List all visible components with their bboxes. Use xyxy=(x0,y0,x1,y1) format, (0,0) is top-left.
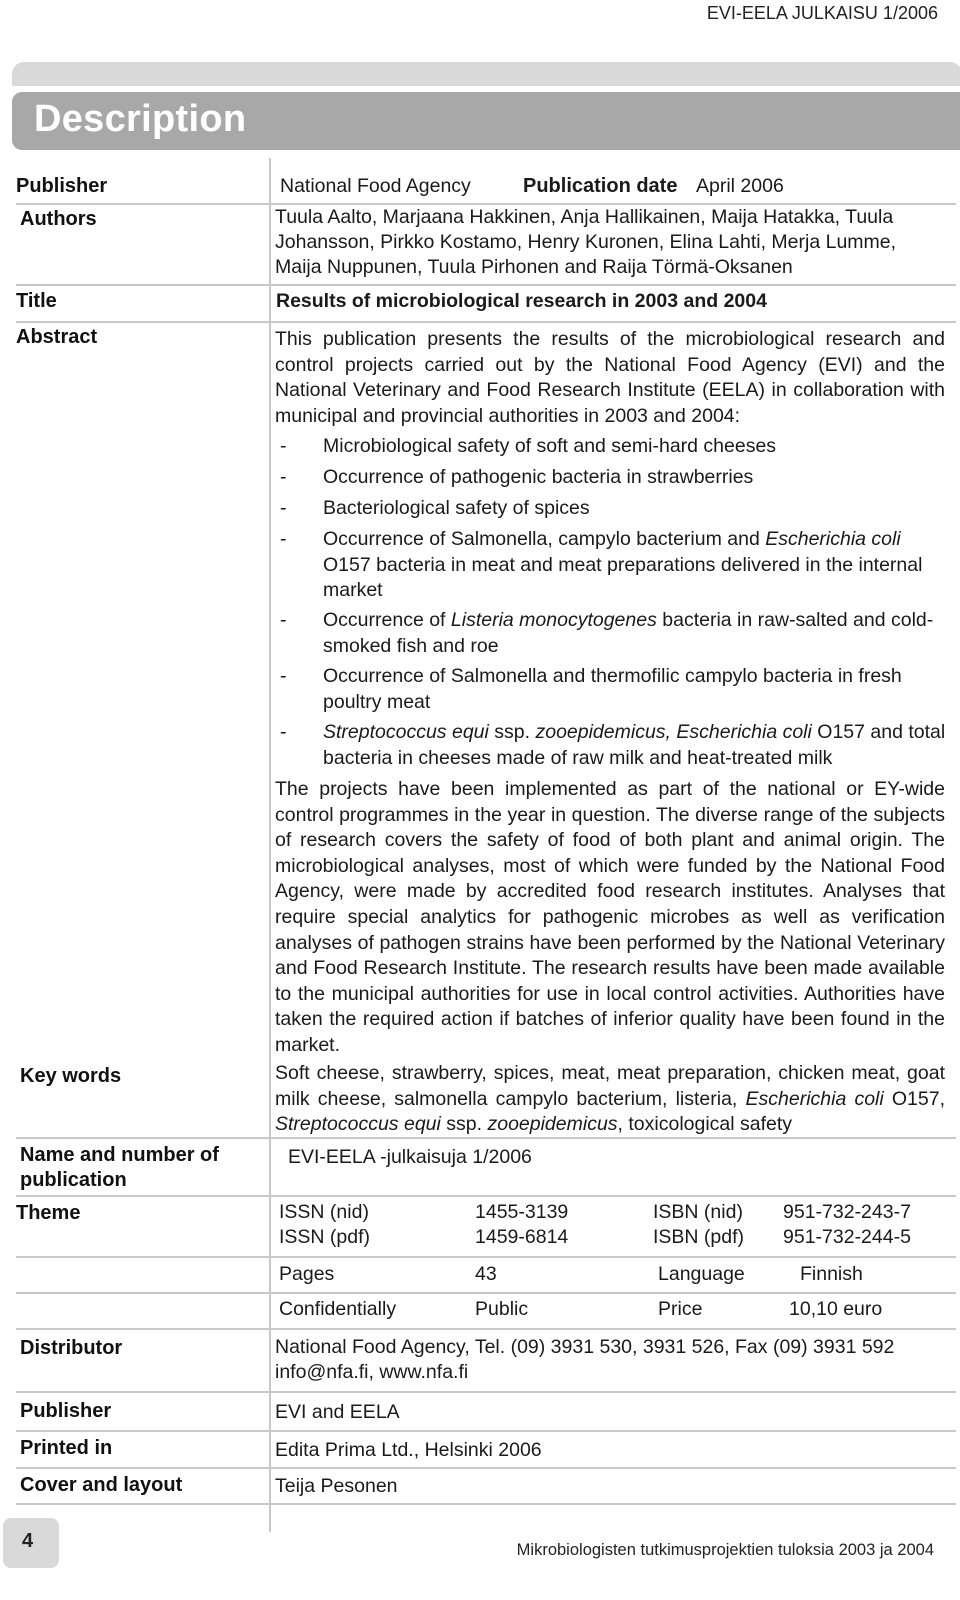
divider xyxy=(16,284,956,286)
publisher-value: National Food Agency xyxy=(280,175,471,197)
keywords-label: Key words xyxy=(20,1065,122,1087)
divider xyxy=(16,1328,956,1330)
issn-nid-value: 1455-3139 xyxy=(475,1201,569,1223)
heading-band-top xyxy=(12,62,960,86)
divider xyxy=(16,1467,956,1469)
distributor-line-2: info@nfa.fi, www.nfa.fi xyxy=(275,1361,469,1383)
running-header: EVI-EELA JULKAISU 1/2006 xyxy=(706,3,938,23)
abstract-bullet: - Bacteriological safety of spices xyxy=(280,497,590,519)
abstract-bullet: - Streptococcus equi ssp. zooepidemicus, Escherichia coli O157 and total bacteria in cheeses made of raw milk and heat-treated milk xyxy=(280,721,946,769)
isbn-pdf-label: ISBN (pdf) xyxy=(653,1226,745,1248)
printed-label: Printed in xyxy=(20,1437,113,1459)
abstract-bullet: - Occurrence of Salmonella and thermofilic campylo bacteria in fresh poultry meat xyxy=(280,665,902,713)
abstract-bullet: - Occurrence of pathogenic bacteria in strawberries xyxy=(280,466,754,488)
divider xyxy=(16,1195,956,1197)
name-number-label-2: publication xyxy=(20,1169,127,1191)
language-label: Language xyxy=(658,1263,745,1285)
issn-nid-label: ISSN (nid) xyxy=(279,1201,369,1223)
divider xyxy=(16,1503,956,1505)
divider xyxy=(16,203,956,205)
keywords-value: Soft cheese, strawberry, spices, meat, meat preparation, chicken meat, goat milk cheese, salmonella campylo bacterium, listeria, Escherichia coli O157, Streptococcus equi ssp. zooepidemicus, toxicological safety xyxy=(275,1062,945,1136)
abstract-body: The projects have been implemented as part of the national or EY-wide control programmes in the year in question. The diverse range of the subjects of research covers the safety of food of both plant and animal origin. The microbiological analyses, most of which were funded by the National Food Agency, were made by accredited food research institutes. Analyses that require special analytics for pathogenic microbes as well as verification analyses of pathogen strains have been performed by the National Veterinary and Food Research Institute. The research results have been made available to the municipal authorities for use in local control activities. Authorities have taken the required action if batches of inferior quality have been found in the market. xyxy=(275,778,945,1056)
divider xyxy=(16,1292,956,1294)
distributor-line-1: National Food Agency, Tel. (09) 3931 530, 3931 526, Fax (09) 3931 592 xyxy=(275,1336,895,1358)
isbn-nid-label: ISBN (nid) xyxy=(653,1201,743,1223)
authors-line-1: Tuula Aalto, Marjaana Hakkinen, Anja Hallikainen, Maija Hatakka, Tuula xyxy=(275,206,894,228)
price-label: Price xyxy=(658,1298,703,1320)
abstract-bullet: - Microbiological safety of soft and semi-hard cheeses xyxy=(280,435,777,457)
authors-label: Authors xyxy=(20,208,97,230)
distributor-label: Distributor xyxy=(20,1337,123,1359)
pages-label: Pages xyxy=(279,1263,335,1285)
abstract-intro: This publication presents the results of the microbiological research and control projects carried out by the National Food Agency (EVI) and the National Veterinary and Food Research Institute (EELA) in collaboration with municipal and provincial authorities in 2003 and 2004: xyxy=(275,328,945,427)
issn-pdf-label: ISSN (pdf) xyxy=(279,1226,371,1248)
language-value: Finnish xyxy=(800,1263,863,1285)
divider xyxy=(16,321,956,323)
title-label: Title xyxy=(16,290,57,312)
pages-value: 43 xyxy=(475,1263,497,1285)
abstract-bullet: - Occurrence of Salmonella, campylo bacterium and Escherichia coli O157 bacteria in meat and meat preparations delivered in the internal market xyxy=(280,528,923,602)
abstract-bullet: - Occurrence of Listeria monocytogenes bacteria in raw-salted and cold-smoked fish and roe xyxy=(280,609,934,657)
price-value: 10,10 euro xyxy=(789,1298,883,1320)
name-number-label-1: Name and number of xyxy=(20,1144,219,1166)
isbn-pdf-value: 951-732-244-5 xyxy=(783,1226,911,1248)
issn-pdf-value: 1459-6814 xyxy=(475,1226,569,1248)
name-number-value: EVI-EELA -julkaisuja 1/2006 xyxy=(288,1146,532,1168)
printed-value: Edita Prima Ltd., Helsinki 2006 xyxy=(275,1439,542,1461)
theme-label: Theme xyxy=(16,1202,81,1224)
abstract-label: Abstract xyxy=(16,326,98,348)
title-value: Results of microbiological research in 2003 and 2004 xyxy=(276,290,767,312)
column-divider xyxy=(269,158,271,1532)
publisher-2-value: EVI and EELA xyxy=(275,1401,400,1423)
divider xyxy=(16,1430,956,1432)
authors-line-2: Johansson, Pirkko Kostamo, Henry Kuronen, Elina Lahti, Merja Lumme, xyxy=(275,231,897,253)
authors-line-3: Maija Nuppunen, Tuula Pirhonen and Raija Törmä-Oksanen xyxy=(275,256,793,278)
cover-layout-label: Cover and layout xyxy=(20,1474,183,1496)
confidentiality-value: Public xyxy=(475,1298,529,1320)
publication-date-label: Publication date xyxy=(523,175,678,197)
publisher-2-label: Publisher xyxy=(20,1400,112,1422)
publication-date-value: April 2006 xyxy=(696,175,784,197)
footer-title: Mikrobiologisten tutkimusprojektien tuloksia 2003 ja 2004 xyxy=(516,1541,934,1559)
cover-layout-value: Teija Pesonen xyxy=(275,1475,398,1497)
divider xyxy=(16,1137,956,1139)
isbn-nid-value: 951-732-243-7 xyxy=(783,1201,911,1223)
page-number: 4 xyxy=(22,1530,34,1552)
divider xyxy=(16,1256,956,1258)
divider xyxy=(16,1391,956,1393)
page-title: Description xyxy=(34,98,247,140)
publisher-label: Publisher xyxy=(16,175,108,197)
confidentiality-label: Confidentially xyxy=(279,1298,397,1320)
